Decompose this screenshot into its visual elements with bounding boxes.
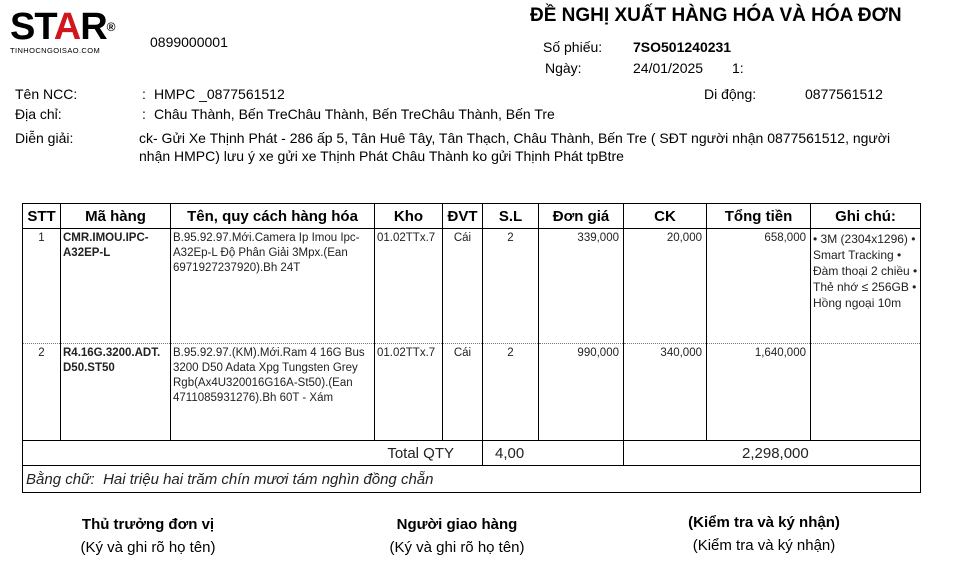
- amount-in-words-value: Hai triệu hai trăm chín mươi tám nghìn đồng chẵn: [103, 470, 434, 488]
- ngay-label: Ngày:: [545, 60, 582, 76]
- cell-ten: B.95.92.97.(KM).Mới.Ram 4 16G Bus 3200 D50 Adata Xpg Tungsten Grey Rgb(Ax4U320016G16A-St50).(Ean 4711085931276).Bh 60T - Xám: [171, 344, 375, 441]
- signature-subtitle: (Ký và ghi rõ họ tên): [389, 539, 525, 556]
- cell-kho: 01.02TTx.7: [375, 344, 443, 441]
- cell-stt: 1: [23, 229, 61, 344]
- cell-don-gia: 339,000: [539, 229, 624, 344]
- signature-block-deliverer: [357, 516, 557, 556]
- dien-giai-label: Diễn giải:: [15, 130, 74, 146]
- total-qty-value: 4,00: [483, 441, 624, 466]
- signature-block-receiver: [654, 514, 874, 554]
- col-header-kho: Kho: [375, 204, 443, 229]
- cell-ghi-chu: [811, 344, 921, 441]
- cell-ma-hang: CMR.IMOU.IPC-A32EP-L: [61, 229, 171, 344]
- dien-giai-line-1: ck- Gửi Xe Thịnh Phát - 286 ấp 5, Tân Huê Tây, Tân Thạch, Châu Thành, Bến Tre ( SĐT người nhận 0877561512, người: [139, 130, 891, 146]
- table-header-row: [23, 204, 921, 229]
- cell-stt: 2: [23, 344, 61, 441]
- ten-ncc-value: HMPC _0877561512: [154, 86, 285, 102]
- col-header-dvt: ĐVT: [443, 204, 483, 229]
- signature-subtitle: (Ký và ghi rõ họ tên): [80, 539, 216, 556]
- signature-title: (Kiểm tra và ký nhận): [688, 514, 840, 531]
- cell-dvt: Cái: [443, 229, 483, 344]
- amount-in-words-label: Bằng chữ:: [26, 470, 95, 488]
- signature-title: Thủ trưởng đơn vị: [81, 516, 215, 533]
- ngay-value: 24/01/2025: [633, 60, 704, 76]
- total-row: [23, 441, 921, 466]
- ten-ncc-colon: :: [142, 86, 146, 102]
- total-qty-label: Total QTY: [23, 441, 483, 466]
- cell-tong-tien: 1,640,000: [707, 344, 811, 441]
- table-row: [23, 344, 921, 441]
- col-header-ck: CK: [624, 204, 707, 229]
- total-amount-value: 2,298,000: [624, 441, 921, 466]
- col-header-tong-tien: Tổng tiền: [707, 204, 811, 229]
- table-row: [23, 229, 921, 344]
- dia-chi-colon: :: [142, 106, 146, 122]
- col-header-ten: Tên, quy cách hàng hóa: [171, 204, 375, 229]
- cell-sl: 2: [483, 229, 539, 344]
- logo-text-st: ST: [10, 6, 54, 48]
- col-header-ma-hang: Mã hàng: [61, 204, 171, 229]
- dien-giai-line-2: nhận HMPC) lưu ý xe gửi xe Thịnh Phát Châu Thành ko gửi Thịnh Phát tpBtre: [139, 148, 624, 164]
- cell-ma-hang: R4.16G.3200.ADT.D50.ST50: [61, 344, 171, 441]
- amount-in-words: [23, 466, 921, 493]
- col-header-ghi-chu: Ghi chú:: [811, 204, 921, 229]
- logo-text-a: A: [53, 6, 81, 48]
- col-header-stt: STT: [23, 204, 61, 229]
- cell-kho: 01.02TTx.7: [375, 229, 443, 344]
- ngay-suffix: 1:: [732, 60, 744, 76]
- signature-title: Người giao hàng: [396, 516, 518, 533]
- di-dong-value: 0877561512: [805, 86, 883, 102]
- company-phone: 0899000001: [150, 34, 228, 50]
- logo-registered-mark: ®: [106, 20, 115, 34]
- amount-in-words-row: [23, 466, 921, 493]
- col-header-don-gia: Đơn giá: [539, 204, 624, 229]
- so-phieu-label: Số phiếu:: [543, 39, 603, 55]
- cell-ghi-chu: • 3M (2304x1296) • Smart Tracking • Đàm thoại 2 chiều • Thẻ nhớ ≤ 256GB • Hồng ngoại 10m: [811, 229, 921, 344]
- ten-ncc-label: Tên NCC:: [15, 86, 78, 102]
- logo-subtitle: TINHOCNGOISAO.COM: [10, 46, 101, 55]
- cell-sl: 2: [483, 344, 539, 441]
- dia-chi-label: Địa chỉ:: [15, 106, 62, 122]
- dia-chi-value: Châu Thành, Bến TreChâu Thành, Bến TreChâu Thành, Bến Tre: [154, 106, 555, 122]
- cell-dvt: Cái: [443, 344, 483, 441]
- so-phieu-value: 7SO501240231: [633, 39, 732, 55]
- signature-subtitle: (Kiểm tra và ký nhận): [692, 537, 836, 554]
- logo-wordmark: [10, 6, 132, 48]
- company-logo: [10, 6, 132, 56]
- cell-don-gia: 990,000: [539, 344, 624, 441]
- cell-tong-tien: 658,000: [707, 229, 811, 344]
- di-dong-label: Di động:: [704, 86, 757, 102]
- signature-block-director: [48, 516, 248, 556]
- cell-ck: 340,000: [624, 344, 707, 441]
- logo-text-r: R: [80, 6, 107, 48]
- items-table: [22, 203, 921, 493]
- cell-ck: 20,000: [624, 229, 707, 344]
- document-title: ĐỀ NGHỊ XUẤT HÀNG HÓA VÀ HÓA ĐƠN: [530, 5, 902, 26]
- cell-ten: B.95.92.97.Mới.Camera Ip Imou Ipc-A32Ep-L Độ Phân Giải 3Mpx.(Ean 6971927237920).Bh 24T: [171, 229, 375, 344]
- col-header-sl: S.L: [483, 204, 539, 229]
